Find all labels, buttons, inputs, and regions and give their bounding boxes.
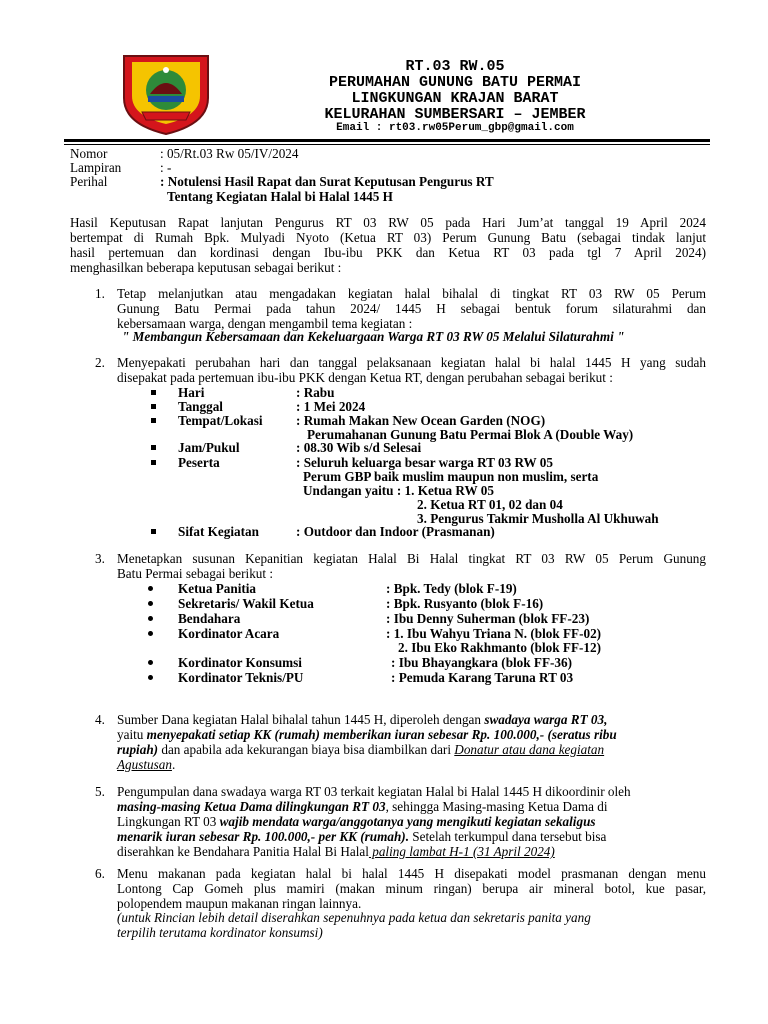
item6-line: Lontong Cap Gomeh plus mamiri (makan minum ringan) berupa air mineral botol, kue pasar, [117, 881, 706, 896]
peserta-value-5: 3. Pengurus Takmir Musholla Al Ukhuwah [417, 511, 659, 526]
tanggal-value: : 1 Mei 2024 [296, 399, 366, 414]
committee-role: Sekretaris/ Wakil Ketua [178, 596, 314, 611]
item5-emphasis: wajib mendata warga/anggotanya yang mengikuti kegiatan sekaligus [219, 814, 596, 829]
item5-text: Lingkungan RT 03 [117, 814, 220, 829]
lampiran-value: : - [160, 160, 172, 175]
letterhead-kelurahan: KELURAHAN SUMBERSARI – JEMBER [324, 106, 586, 123]
item5-text: diserahkan ke Bendahara Panitia Halal Bi Halal [117, 844, 369, 859]
item1-line: kebersamaan warga, dengan mengambil tema kegiatan : [117, 316, 413, 331]
item2-line: disepakat pada pertemuan ibu-ibu PKK dengan Ketua RT, dengan perubahan sebagai berikut : [117, 370, 613, 385]
item3-line: Menetapkan susunan Kepanitian kegiatan Halal Bi Halal tingkat RT 03 RW 05 Perum Gunung [117, 551, 706, 566]
item4-line [117, 757, 175, 772]
item4-underlined: Agustusan [117, 757, 172, 772]
peserta-value-4: 2. Ketua RT 01, 02 dan 04 [417, 497, 563, 512]
hari-value: : Rabu [296, 385, 335, 400]
item5-underlined: paling lambat H-1 (31 April 2024) [368, 844, 555, 859]
committee-person: : 1. Ibu Wahyu Triana N. (blok FF-02) [386, 626, 602, 641]
letterhead-lingkungan: LINGKUNGAN KRAJAN BARAT [351, 90, 559, 107]
committee-role: Ketua Panitia [178, 581, 257, 596]
sifat-label: Sifat Kegiatan [178, 524, 259, 539]
peserta-label: Peserta [178, 455, 220, 470]
item6-line: Menu makanan pada kegiatan halal bi halal 1445 H disepakati model prasmanan dengan menu [117, 866, 706, 881]
perihal-value: : Notulensi Hasil Rapat dan Surat Keputusan Pengurus RT [160, 174, 494, 189]
committee-person: : Ibu Denny Suherman (blok FF-23) [386, 611, 590, 626]
item1-theme: " Membangun Kebersamaan dan Kekeluargaan Warga RT 03 RW 05 Melalui Silaturahmi " [122, 329, 625, 344]
item5-line [117, 799, 608, 814]
item-number: 3. [95, 551, 105, 566]
letterhead-email: Email : rt03.rw05Perum_gbp@gmail.com [336, 122, 574, 134]
item6-note: (untuk Rincian lebih detail diserahkan sepenuhnya pada ketua dan sekretaris panita yang [117, 910, 591, 925]
item5-line [117, 814, 596, 829]
item5-line [117, 844, 555, 859]
intro-line: bertempat di Rumah Bpk. Mulyadi Nyoto (Ketua RT 03) Perum Gunung Batu (sebagai tindak lanjut [70, 230, 706, 245]
item1-line: Gunung Batu Permai pada tahun 2024/ 1445 H sebagai bentuk forum silaturahmi dan [117, 301, 706, 316]
round-bullet-icon [148, 586, 153, 591]
square-bullet-icon [151, 445, 156, 450]
nomor-value: : 05/Rt.03 Rw 05/IV/2024 [160, 146, 299, 161]
item5-line: Pengumpulan dana swadaya warga RT 03 terkait kegiatan Halal bi Halal 1445 H dikoordinir oleh [117, 784, 631, 799]
round-bullet-icon [148, 660, 153, 665]
round-bullet-icon [148, 601, 153, 606]
letterhead-housing: PERUMAHAN GUNUNG BATU PERMAI [328, 74, 582, 91]
item2-line: Menyepakati perubahan hari dan tanggal pelaksanaan kegiatan halal bi halal 1445 H yang sudah [117, 355, 706, 370]
item6-line: polopendem maupun makanan ringan lainnya. [117, 896, 362, 911]
committee-person: : Bpk. Rusyanto (blok F-16) [386, 596, 544, 611]
item4-line [117, 742, 604, 757]
tempat-label: Tempat/Lokasi [178, 413, 263, 428]
item5-text: Setelah terkumpul dana tersebut bisa [409, 829, 607, 844]
jam-value: : 08.30 Wib s/d Selesai [296, 440, 422, 455]
committee-person: : Bpk. Tedy (blok F-19) [386, 581, 517, 596]
tempat-value: : Rumah Makan New Ocean Garden (NOG) [296, 413, 546, 428]
committee-role: Kordinator Konsumsi [178, 655, 302, 670]
hari-label: Hari [178, 385, 205, 400]
committee-person: : Pemuda Karang Taruna RT 03 [391, 670, 574, 685]
item5-line [117, 829, 606, 844]
item-number: 4. [95, 712, 105, 727]
item5-emphasis: masing-masing Ketua Dama dilingkungan RT 03 [117, 799, 386, 814]
item4-underlined: Donatur atau dana kegiatan [454, 742, 605, 757]
committee-role: Kordinator Acara [178, 626, 280, 641]
item4-text: Sumber Dana kegiatan Halal bihalal tahun 1445 H, diperoleh dengan [117, 712, 485, 727]
item4-emphasis: menyepakati setiap KK (rumah) memberikan iuran sebesar Rp. 100.000,- (seratus ribu [146, 727, 617, 742]
committee-person: 2. Ibu Eko Rakhmanto (blok FF-12) [398, 640, 601, 655]
item4-text: . [171, 757, 176, 772]
letterhead-rt-rw: RT.03 RW.05 [405, 58, 505, 75]
letterhead-divider-thin [64, 144, 710, 145]
round-bullet-icon [148, 631, 153, 636]
intro-line: menghasilkan beberapa keputusan sebagai berikut : [70, 260, 342, 275]
item3-line: Batu Permai sebagai berikut : [117, 566, 274, 581]
round-bullet-icon [148, 616, 153, 621]
square-bullet-icon [151, 404, 156, 409]
item1-line: Tetap melanjutkan atau mengadakan kegiatan halal bihalal di tingkat RT 03 RW 05 Perum [117, 286, 706, 301]
tanggal-label: Tanggal [178, 399, 223, 414]
perihal-value-2: Tentang Kegiatan Halal bi Halal 1445 H [167, 189, 393, 204]
item-number: 5. [95, 784, 105, 799]
peserta-value: : Seluruh keluarga besar warga RT 03 RW 05 [296, 455, 553, 470]
kabupaten-emblem [118, 52, 214, 136]
item4-line [117, 712, 607, 727]
item5-emphasis: menarik iuran sebesar Rp. 100.000,- per KK (rumah). [117, 829, 409, 844]
item-number: 2. [95, 355, 105, 370]
square-bullet-icon [151, 418, 156, 423]
nomor-label: Nomor [70, 146, 108, 161]
item4-text: dan apabila ada kekurangan biaya bisa diambilkan dari [158, 742, 455, 757]
square-bullet-icon [151, 460, 156, 465]
item4-emphasis: rupiah) [117, 742, 159, 757]
item-number: 6. [95, 866, 105, 881]
round-bullet-icon [148, 675, 153, 680]
item5-text: , sehingga Masing-masing Ketua Dama di [385, 799, 608, 814]
intro-line: Hasil Keputusan Rapat lanjutan Pengurus RT 03 RW 05 pada Hari Jum’at tanggal 19 April 2024 [70, 215, 706, 230]
item4-emphasis: swadaya warga RT 03, [484, 712, 608, 727]
committee-role: Kordinator Teknis/PU [178, 670, 304, 685]
item4-line [117, 727, 617, 742]
square-bullet-icon [151, 390, 156, 395]
square-bullet-icon [151, 529, 156, 534]
sifat-value: : Outdoor dan Indoor (Prasmanan) [296, 524, 495, 539]
jam-label: Jam/Pukul [178, 440, 240, 455]
perihal-label: Perihal [70, 174, 108, 189]
peserta-value-3: Undangan yaitu : 1. Ketua RW 05 [303, 483, 494, 498]
letterhead-divider-thick [64, 139, 710, 142]
peserta-value-2: Perum GBP baik muslim maupun non muslim, serta [303, 469, 599, 484]
intro-line: hasil pertemuan dan kordinasi dengan Ibu-ibu PKK dan Ketua RT 03 pada tgl 7 April 2024) [70, 245, 706, 260]
committee-role: Bendahara [178, 611, 241, 626]
lampiran-label: Lampiran [70, 160, 122, 175]
tempat-value-2: Perumahanan Gunung Batu Permai Blok A (Double Way) [307, 427, 634, 442]
item4-text: yaitu [117, 727, 147, 742]
item6-note: terpilih terutama kordinator konsumsi) [117, 925, 323, 940]
committee-person: : Ibu Bhayangkara (blok FF-36) [391, 655, 572, 670]
item-number: 1. [95, 286, 105, 301]
